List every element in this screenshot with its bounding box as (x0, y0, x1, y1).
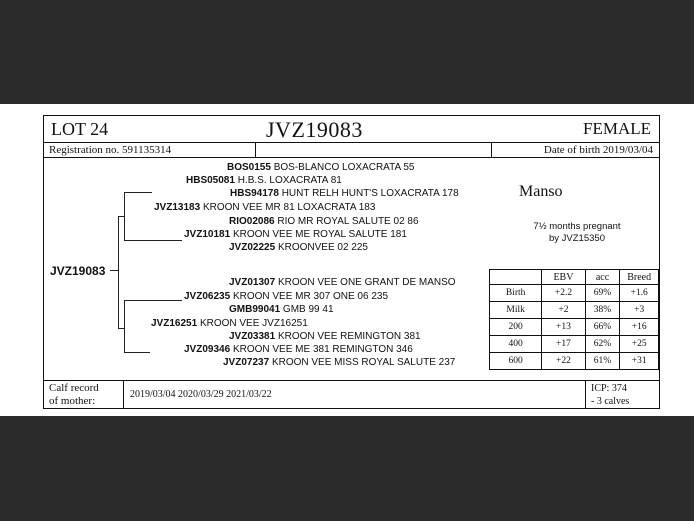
table-cell: 61% (585, 353, 620, 370)
table-cell: +22 (542, 353, 585, 370)
icp-info (591, 382, 629, 408)
divider (585, 381, 586, 409)
lot-number: LOT 24 (51, 119, 109, 139)
table-cell: 600 (490, 353, 542, 370)
pedigree-line (124, 352, 150, 353)
table-row (490, 319, 659, 336)
pedigree-entry: JVZ10181 KROON VEE ME ROYAL SALUTE 181 (184, 229, 407, 240)
table-cell: +13 (542, 319, 585, 336)
table-cell: 66% (585, 319, 620, 336)
table-cell: Birth (490, 285, 542, 302)
table-cell: +2 (542, 302, 585, 319)
table-header: EBV (542, 270, 585, 285)
table-header: acc (585, 270, 620, 285)
table-cell: 69% (585, 285, 620, 302)
pedigree-line (118, 216, 124, 217)
pedigree-entry: BOS0155 BOS-BLANCO LOXACRATA 55 (227, 162, 415, 173)
calf-record-label (49, 382, 121, 408)
table-cell: +1.6 (620, 285, 659, 302)
table-header-row (490, 270, 659, 285)
pedigree-entry: RIO02086 RIO MR ROYAL SALUTE 02 86 (229, 216, 419, 227)
table-cell: +16 (620, 319, 659, 336)
registration-mark: JVZ19083 (266, 117, 363, 142)
pedigree-line (118, 328, 124, 329)
pedigree-entry: JVZ02225 KROONVEE 02 225 (229, 242, 368, 253)
calf-record-row (44, 380, 659, 409)
calf-record-label-line: of mother: (49, 395, 96, 407)
pregnancy-sire: by JVZ15350 (549, 233, 605, 244)
pedigree-entry: HBS05081 H.B.S. LOXACRATA 81 (186, 175, 342, 186)
pedigree-line (124, 300, 125, 352)
ebv-table (489, 269, 659, 370)
divider (123, 381, 124, 409)
details-row (44, 143, 659, 158)
lot-card (0, 104, 694, 416)
table-header (490, 270, 542, 285)
calf-record-dates: 2019/03/04 2020/03/29 2021/03/22 (130, 389, 272, 400)
pedigree-entry: HBS94178 HUNT RELH HUNT'S LOXACRATA 178 (230, 188, 459, 199)
table-header: Breed (620, 270, 659, 285)
calf-count: - 3 calves (591, 396, 630, 407)
table-cell: +2.2 (542, 285, 585, 302)
table-cell: 62% (585, 336, 620, 353)
lot-frame (43, 115, 660, 409)
pedigree-entry: JVZ13183 KROON VEE MR 81 LOXACRATA 183 (154, 202, 376, 213)
pedigree-entry: JVZ16251 KROON VEE JVZ16251 (151, 318, 308, 329)
pedigree-line (124, 192, 152, 193)
date-of-birth: Date of birth 2019/03/04 (543, 144, 653, 156)
pedigree (44, 158, 659, 380)
table-row (490, 285, 659, 302)
pedigree-line (124, 240, 182, 241)
pedigree-entry: JVZ06235 KROON VEE MR 307 ONE 06 235 (184, 291, 389, 302)
pedigree-subject: JVZ19083 (50, 264, 106, 278)
calf-record-label-line: Calf record (49, 382, 99, 394)
pedigree-entry: JVZ03381 KROON VEE REMINGTON 381 (229, 331, 421, 342)
table-cell: Milk (490, 302, 542, 319)
table-cell: 38% (585, 302, 620, 319)
pedigree-line (124, 192, 125, 240)
pedigree-line (124, 300, 182, 301)
table-cell: 200 (490, 319, 542, 336)
divider (491, 143, 492, 157)
table-cell: +25 (620, 336, 659, 353)
table-row (490, 336, 659, 353)
table-cell: +3 (620, 302, 659, 319)
pregnancy-line: 7½ months pregnant (533, 221, 621, 232)
pedigree-line (110, 270, 118, 271)
pregnancy-status (512, 221, 642, 245)
pedigree-entry: JVZ01307 KROON VEE ONE GRANT DE MANSO (229, 277, 456, 288)
sex-label: FEMALE (583, 119, 651, 138)
divider (255, 143, 256, 157)
table-cell: +31 (620, 353, 659, 370)
service-sire-name: Manso (519, 183, 563, 200)
table-cell: 400 (490, 336, 542, 353)
pedigree-entry: JVZ07237 KROON VEE MISS ROYAL SALUTE 237 (223, 357, 456, 368)
table-row (490, 302, 659, 319)
icp-value: ICP: 374 (591, 383, 627, 394)
pedigree-line (118, 216, 119, 328)
lot-header (44, 116, 659, 143)
table-cell: +17 (542, 336, 585, 353)
table-row (490, 353, 659, 370)
registration-number: Registration no. 591135314 (49, 144, 172, 156)
pedigree-entry: GMB99041 GMB 99 41 (229, 304, 334, 315)
pedigree-entry: JVZ09346 KROON VEE ME 381 REMINGTON 346 (184, 344, 413, 355)
